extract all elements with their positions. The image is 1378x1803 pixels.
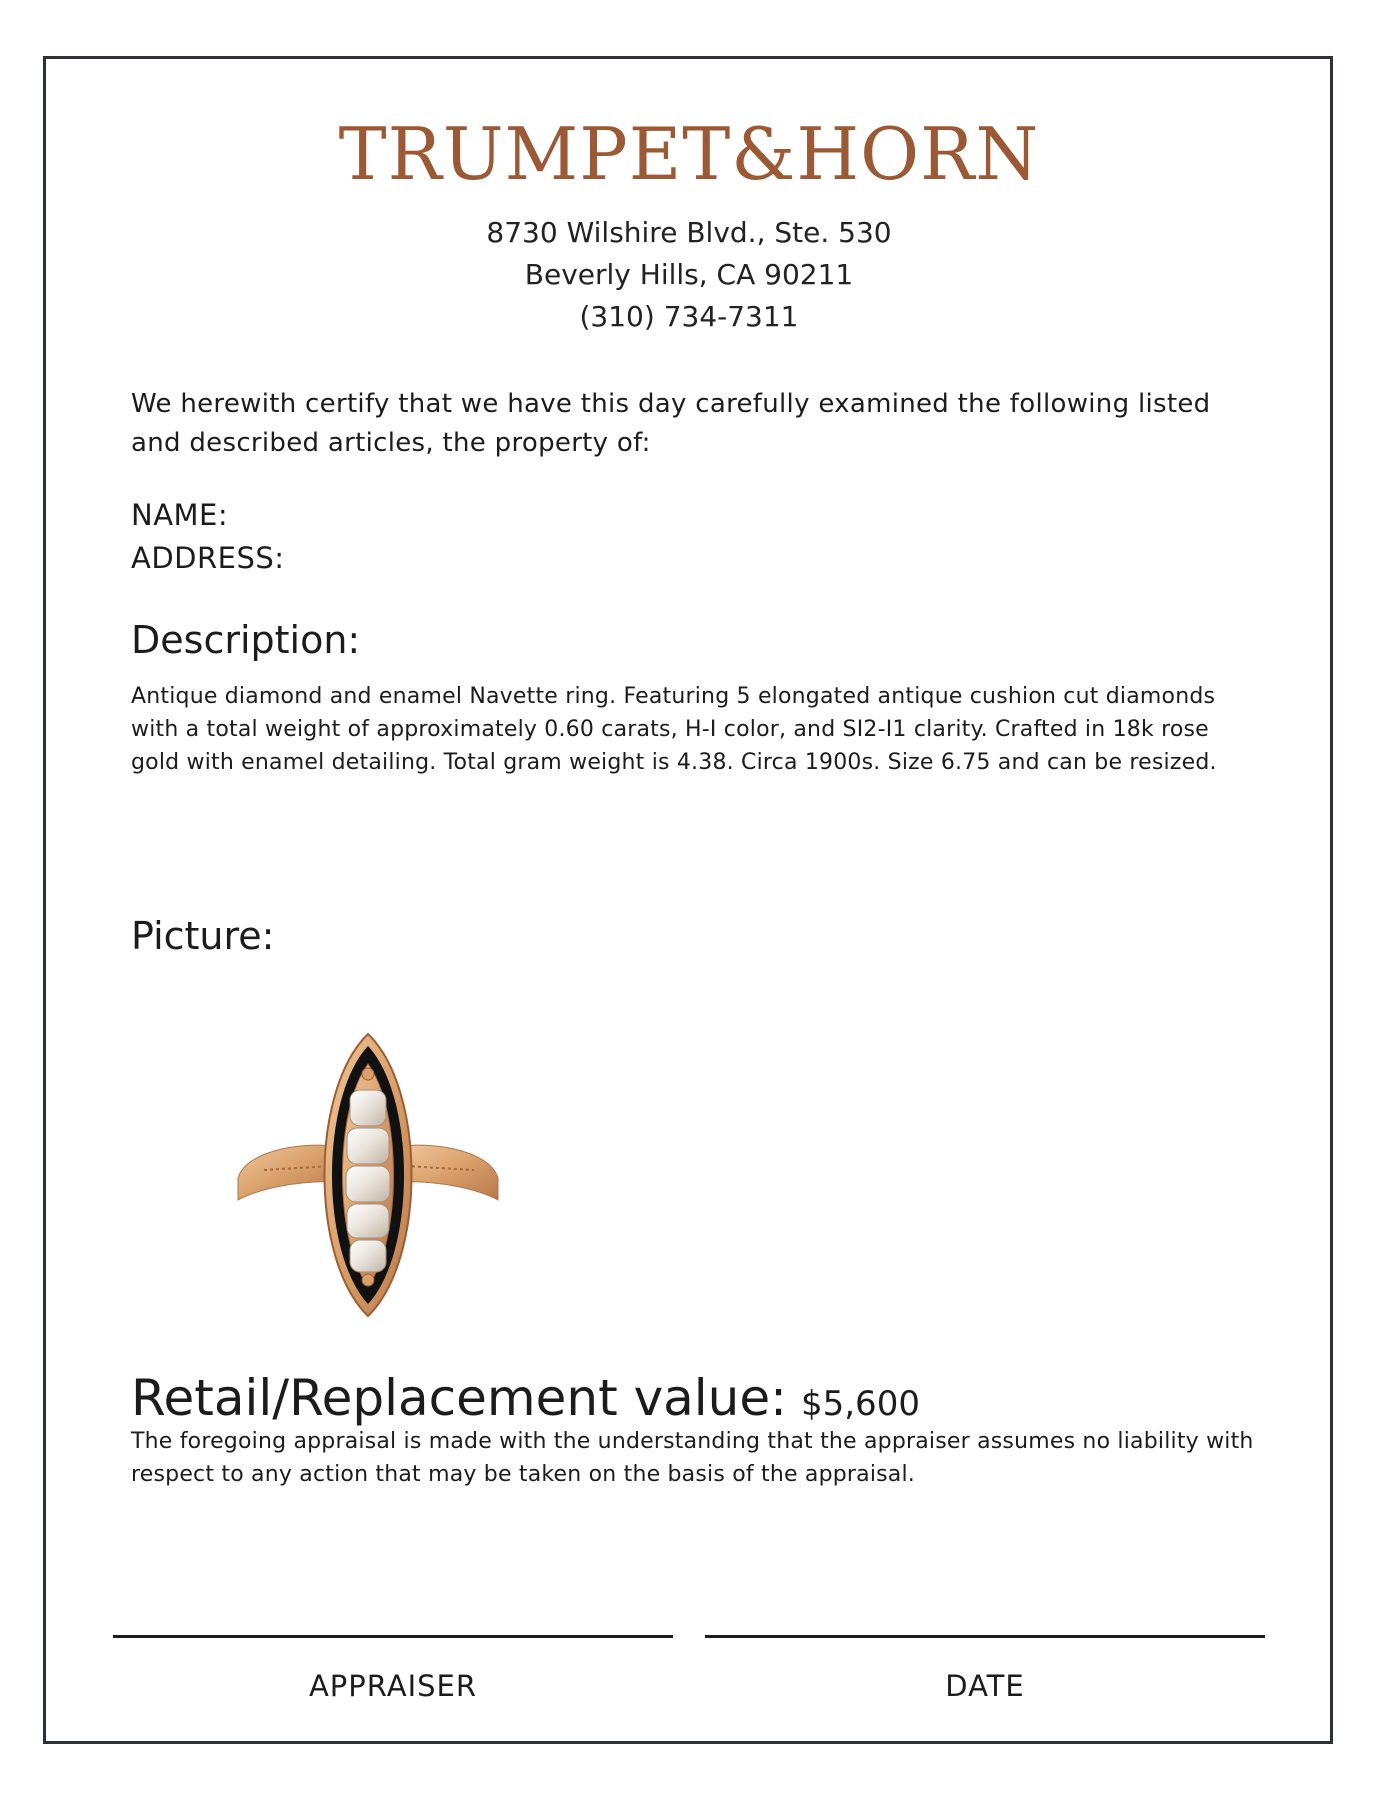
- disclaimer-text: The foregoing appraisal is made with the understanding that the appraiser assumes no liability with respect to any action that may be taken on the basis of the appraisal.: [131, 1429, 1254, 1487]
- name-field-label: NAME:: [131, 498, 229, 532]
- date-label: DATE: [945, 1669, 1025, 1703]
- description-text: Antique diamond and enamel Navette ring. Featuring 5 elongated antique cushion cut diamonds with a total weight of approximately 0.60 carats, H-I color, and SI2-I1 clarity. Crafted in 18k rose gold with enamel detailing. Total gram weight is 4.38. Circa 1900s. Size 6.75 and can be resized.: [131, 684, 1217, 775]
- appraiser-label: APPRAISER: [308, 1669, 478, 1703]
- description-heading: Description:: [131, 618, 361, 662]
- appraiser-signature-line: [113, 1635, 673, 1638]
- phone-number: (310) 734-7311: [579, 300, 799, 333]
- brand-logo: TRUMPET&HORN: [338, 112, 1040, 196]
- certification-statement: We herewith certify that we have this day carefully examined the following listed and described articles, the property of:: [131, 389, 1211, 458]
- retail-value-label: Retail/Replacement value:: [131, 1369, 787, 1427]
- address-field-label: ADDRESS:: [131, 541, 285, 575]
- retail-value-amount: $5,600: [800, 1384, 920, 1424]
- address-line-2: Beverly Hills, CA 90211: [524, 258, 854, 291]
- date-signature-line: [705, 1635, 1265, 1638]
- navette-ring-image: [236, 1030, 500, 1320]
- business-address: [0, 212, 1378, 338]
- address-line-1: 8730 Wilshire Blvd., Ste. 530: [486, 216, 892, 249]
- picture-heading: Picture:: [131, 914, 275, 958]
